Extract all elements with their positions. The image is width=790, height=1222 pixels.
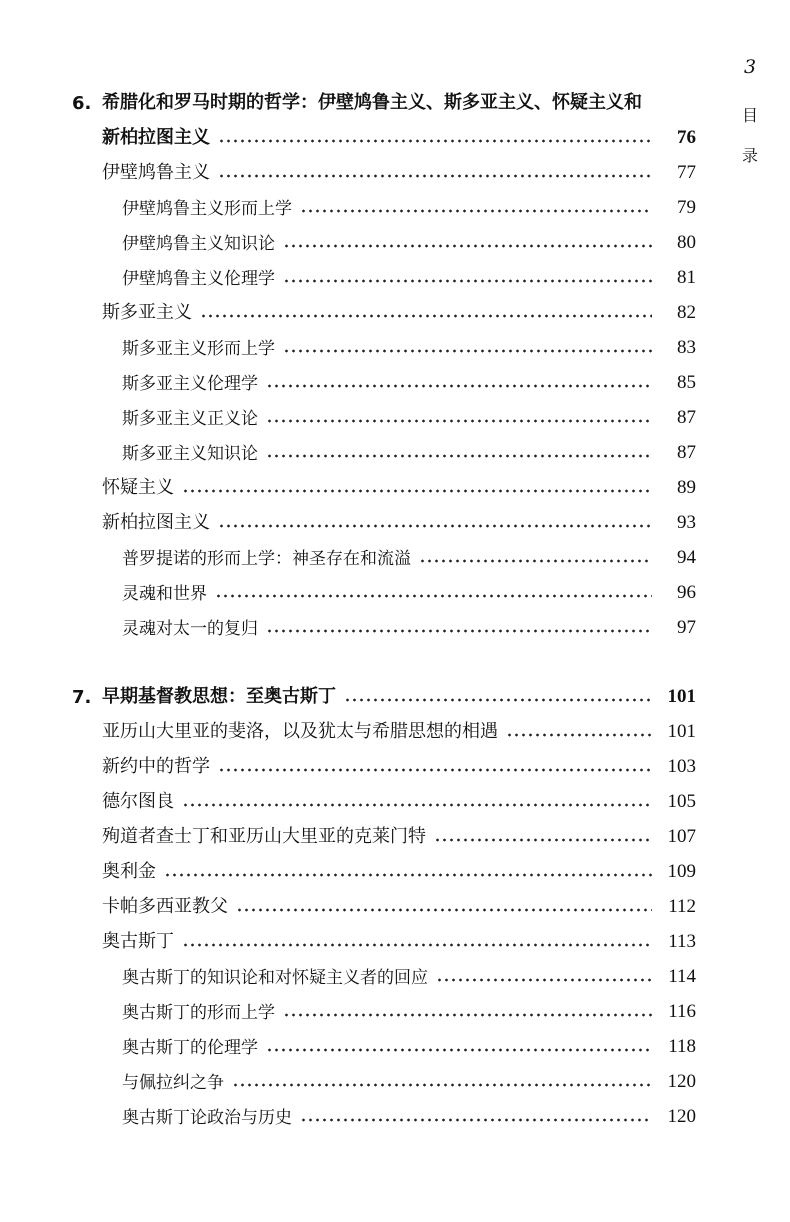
section-title: 新柏拉图主义 <box>102 512 210 533</box>
chapter-title: 早期基督教思想：至奥古斯丁 <box>102 686 336 707</box>
page-number: 81 <box>677 267 696 288</box>
section-entry[interactable] <box>102 892 696 918</box>
subsection-title: 灵魂对太一的复归 <box>122 619 258 639</box>
section-title: 伊壁鸠鲁主义 <box>102 162 210 183</box>
subsection-entry[interactable] <box>122 962 696 988</box>
subsection-title: 奥古斯丁论政治与历史 <box>122 1108 292 1128</box>
section-entry[interactable] <box>102 857 696 883</box>
dot-leader <box>283 243 652 249</box>
chapter-heading-continued[interactable] <box>102 123 696 149</box>
dot-leader <box>266 383 652 389</box>
section-entry[interactable] <box>102 822 696 848</box>
section-title: 新约中的哲学 <box>102 756 210 777</box>
dot-leader <box>164 872 652 878</box>
subsection-title: 斯多亚主义知识论 <box>122 444 258 464</box>
dot-leader <box>232 1082 652 1088</box>
page-number: 89 <box>677 477 696 498</box>
page-number: 116 <box>668 1001 696 1022</box>
section-entry[interactable] <box>102 473 696 499</box>
subsection-title: 奥古斯丁的知识论和对怀疑主义者的回应 <box>122 968 428 988</box>
page-number: 79 <box>677 197 696 218</box>
subsection-entry[interactable] <box>122 193 696 219</box>
subsection-entry[interactable] <box>122 1032 696 1058</box>
page-number: 107 <box>667 826 696 847</box>
dot-leader <box>266 453 652 459</box>
section-entry[interactable] <box>102 752 696 778</box>
section-title: 亚历山大里亚的斐洛，以及犹太与希腊思想的相遇 <box>102 721 498 742</box>
running-head-char: 目 <box>741 106 758 125</box>
section-title: 怀疑主义 <box>102 477 174 498</box>
dot-leader <box>436 977 652 983</box>
dot-leader <box>218 138 652 144</box>
subsection-entry[interactable] <box>122 997 696 1023</box>
page-number: 85 <box>677 372 696 393</box>
running-head-char: 录 <box>741 146 758 165</box>
subsection-entry[interactable] <box>122 578 696 604</box>
subsection-title: 奥古斯丁的形而上学 <box>122 1003 275 1023</box>
subsection-title: 斯多亚主义伦理学 <box>122 374 258 394</box>
page-number: 112 <box>668 896 696 917</box>
page-number: 113 <box>668 931 696 952</box>
subsection-entry[interactable] <box>122 1067 696 1093</box>
page-number: 83 <box>677 337 696 358</box>
page-number: 109 <box>667 861 696 882</box>
dot-leader <box>200 313 652 319</box>
dot-leader <box>434 837 652 843</box>
page-number: 101 <box>667 721 696 742</box>
subsection-entry[interactable] <box>122 333 696 359</box>
subsection-title: 普罗提诺的形而上学：神圣存在和流溢 <box>122 549 411 569</box>
page-number: 87 <box>677 442 696 463</box>
chapter-number: 6. <box>72 93 92 114</box>
section-title: 德尔图良 <box>102 791 174 812</box>
dot-leader <box>283 278 652 284</box>
subsection-title: 伊壁鸠鲁主义形而上学 <box>122 199 292 219</box>
page-number: 120 <box>667 1071 696 1092</box>
subsection-title: 斯多亚主义正义论 <box>122 409 258 429</box>
dot-leader <box>283 1012 652 1018</box>
subsection-entry[interactable] <box>122 543 696 569</box>
dot-leader <box>182 802 652 808</box>
subsection-entry[interactable] <box>122 228 696 254</box>
section-title: 殉道者查士丁和亚历山大里亚的克莱门特 <box>102 826 426 847</box>
dot-leader <box>236 907 652 913</box>
page-number: 118 <box>668 1036 696 1057</box>
page-number: 103 <box>667 756 696 777</box>
section-entry[interactable] <box>102 158 696 184</box>
page-number: 93 <box>677 512 696 533</box>
subsection-title: 灵魂和世界 <box>122 584 207 604</box>
page-number: 97 <box>677 617 696 638</box>
subsection-entry[interactable] <box>122 438 696 464</box>
section-entry[interactable] <box>102 787 696 813</box>
dot-leader <box>419 558 652 564</box>
page-number: 120 <box>667 1106 696 1127</box>
subsection-entry[interactable] <box>122 613 696 639</box>
page-number: 101 <box>667 686 696 707</box>
subsection-title: 伊壁鸠鲁主义知识论 <box>122 234 275 254</box>
page-number: 96 <box>677 582 696 603</box>
subsection-title: 与佩拉纠之争 <box>122 1073 224 1093</box>
dot-leader <box>182 942 652 948</box>
subsection-entry[interactable] <box>122 1102 696 1128</box>
section-title: 卡帕多西亚教父 <box>102 896 228 917</box>
running-head-page-number: 3 <box>743 56 757 78</box>
section-title: 奥利金 <box>102 861 156 882</box>
dot-leader <box>266 628 652 634</box>
page-number: 87 <box>677 407 696 428</box>
chapter-number: 7. <box>72 687 92 708</box>
subsection-entry[interactable] <box>122 263 696 289</box>
subsection-entry[interactable] <box>122 403 696 429</box>
section-title: 斯多亚主义 <box>102 302 192 323</box>
chapter-heading[interactable] <box>72 88 696 114</box>
dot-leader <box>266 418 652 424</box>
running-head <box>736 56 764 176</box>
section-entry[interactable] <box>102 508 696 534</box>
dot-leader <box>218 523 652 529</box>
page-number: 76 <box>677 127 696 148</box>
chapter-title: 希腊化和罗马时期的哲学：伊壁鸠鲁主义、斯多亚主义、怀疑主义和 <box>102 92 642 113</box>
section-entry[interactable] <box>102 717 696 743</box>
page-number: 94 <box>677 547 696 568</box>
dot-leader <box>300 1117 652 1123</box>
dot-leader <box>182 488 652 494</box>
dot-leader <box>300 208 652 214</box>
section-entry[interactable] <box>102 298 696 324</box>
subsection-title: 伊壁鸠鲁主义伦理学 <box>122 269 275 289</box>
dot-leader <box>283 348 652 354</box>
section-entry[interactable] <box>102 927 696 953</box>
section-title: 奥古斯丁 <box>102 931 174 952</box>
page-number: 80 <box>677 232 696 253</box>
chapter-title: 新柏拉图主义 <box>102 127 210 148</box>
subsection-title: 奥古斯丁的伦理学 <box>122 1038 258 1058</box>
page-number: 77 <box>677 162 696 183</box>
subsection-entry[interactable] <box>122 368 696 394</box>
dot-leader <box>266 1047 652 1053</box>
dot-leader <box>506 732 652 738</box>
page-number: 82 <box>677 302 696 323</box>
subsection-title: 斯多亚主义形而上学 <box>122 339 275 359</box>
dot-leader <box>215 593 652 599</box>
chapter-heading[interactable] <box>72 682 696 708</box>
dot-leader <box>218 173 652 179</box>
dot-leader <box>218 767 652 773</box>
dot-leader <box>344 697 652 703</box>
page-number: 105 <box>667 791 696 812</box>
page-number: 114 <box>668 966 696 987</box>
